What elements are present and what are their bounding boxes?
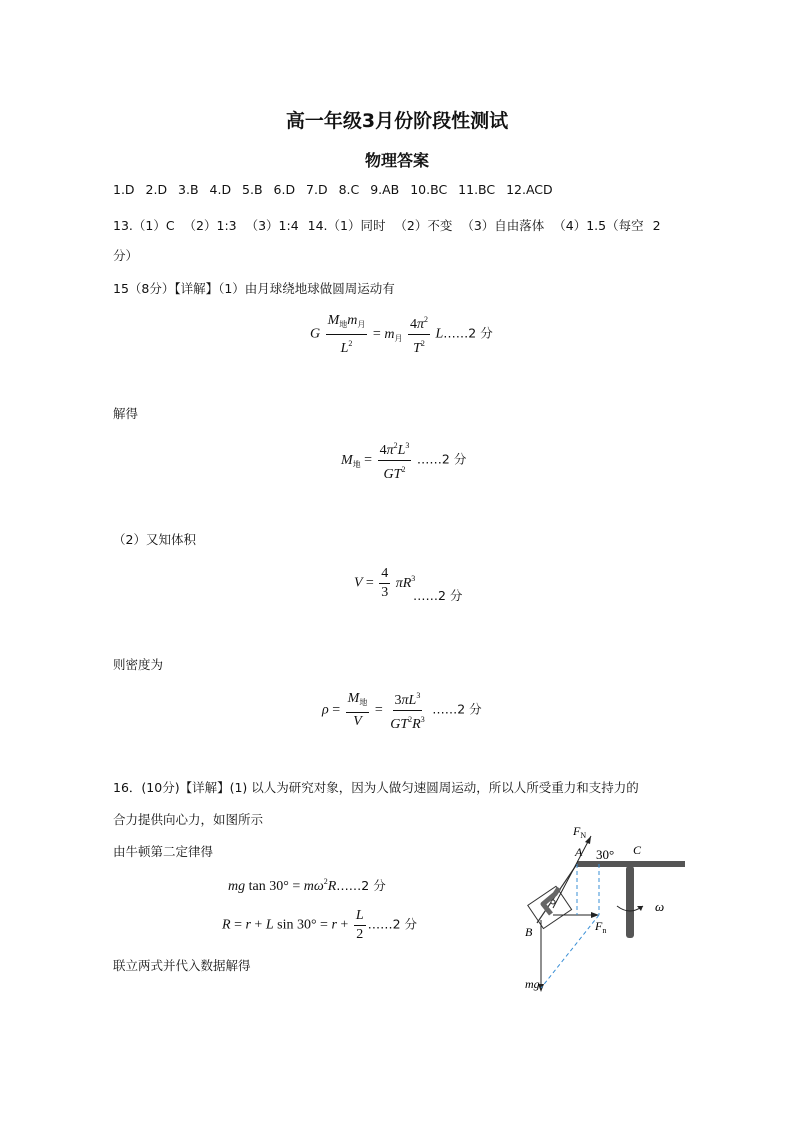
q16-combine-label: 联立两式并代入数据解得 bbox=[113, 958, 251, 973]
label-c: C bbox=[633, 843, 642, 857]
score-mark: ……2 分 bbox=[336, 878, 386, 893]
label-a: A bbox=[575, 845, 583, 859]
q15-solve-label: 解得 bbox=[113, 406, 139, 421]
q15-equation-volume: V = $\frac{4}{3}$ $\pi R^3$ bbox=[354, 566, 416, 600]
q16-heading-line1: 16．(10分)【详解】(1) 以人为研究对象，因为人做匀速圆周运动，所以人所受重力和支持力的 bbox=[113, 780, 639, 795]
score-mark: ……2 分 bbox=[413, 588, 463, 603]
page-subtitle: 物理答案 bbox=[364, 151, 429, 170]
choice-answers: 1.D 2.D 3.B 4.D 5.B 6.D 7.D 8.C 9.AB 10.BC 11.BC 12.ACD bbox=[113, 182, 553, 197]
score-mark: ……2 分 bbox=[432, 701, 482, 717]
q15-equation-gravity: G $\frac{M_地m_月}{L^2}$ = $m_月$ $\frac{4\pi^2}{T^2}$ L……2 分 bbox=[310, 312, 493, 356]
q16-equation-newton: mg $\tan 30^\circ = m\omega^2R\dots\dots 2$ 分 bbox=[228, 877, 386, 894]
seat-box bbox=[528, 886, 572, 928]
fill-answers-line2: 分） bbox=[113, 248, 139, 263]
vertical-shaft bbox=[626, 866, 634, 938]
q15-part2-label: （2）又知体积 bbox=[113, 532, 196, 547]
normal-force-arrow bbox=[553, 836, 591, 908]
q15-equation-mass: $M_地$ = $\frac{4\pi^2L^3}{GT^2}$ ……2 分 bbox=[341, 438, 466, 483]
label-fn2: $F_n$ bbox=[595, 919, 607, 935]
label-angle: 30° bbox=[596, 847, 615, 862]
score-mark: ……2 分 bbox=[443, 325, 493, 341]
q15-equation-density: ρ = $\frac{M_地}{V}$ = $\frac{3\pi L^3}{GT^2R^3}$ ……2 分 bbox=[322, 688, 482, 733]
label-fn: $F_N$ bbox=[573, 824, 587, 840]
force-diagram bbox=[515, 818, 695, 998]
dashed-guide bbox=[541, 915, 599, 988]
q16-newton-label: 由牛顿第二定律得 bbox=[113, 844, 214, 859]
q15-heading: 15（8分）【详解】（1）由月球绕地球做圆周运动有 bbox=[113, 281, 395, 296]
page-title: 高一年级3月份阶段性测试 bbox=[285, 110, 509, 132]
score-mark: ……2 分 bbox=[367, 916, 418, 932]
q16-equation-radius: R = r + L sin 30° = r + $\frac{L}{2}$ ……2 分 bbox=[222, 908, 418, 942]
fill-answers-line1: 13.（1）C （2）1:3 （3）1:4 14.（1）同时 （2）不变 （3）自由落体 （4）1.5（每空 2 bbox=[113, 218, 661, 233]
score-mark: ……2 分 bbox=[416, 451, 467, 467]
label-mg: mg bbox=[525, 977, 540, 991]
q16-heading-line2: 合力提供向心力，如图所示 bbox=[113, 812, 264, 827]
q15-density-label: 则密度为 bbox=[113, 657, 164, 672]
label-b: B bbox=[525, 925, 533, 939]
label-omega: ω bbox=[655, 899, 665, 914]
